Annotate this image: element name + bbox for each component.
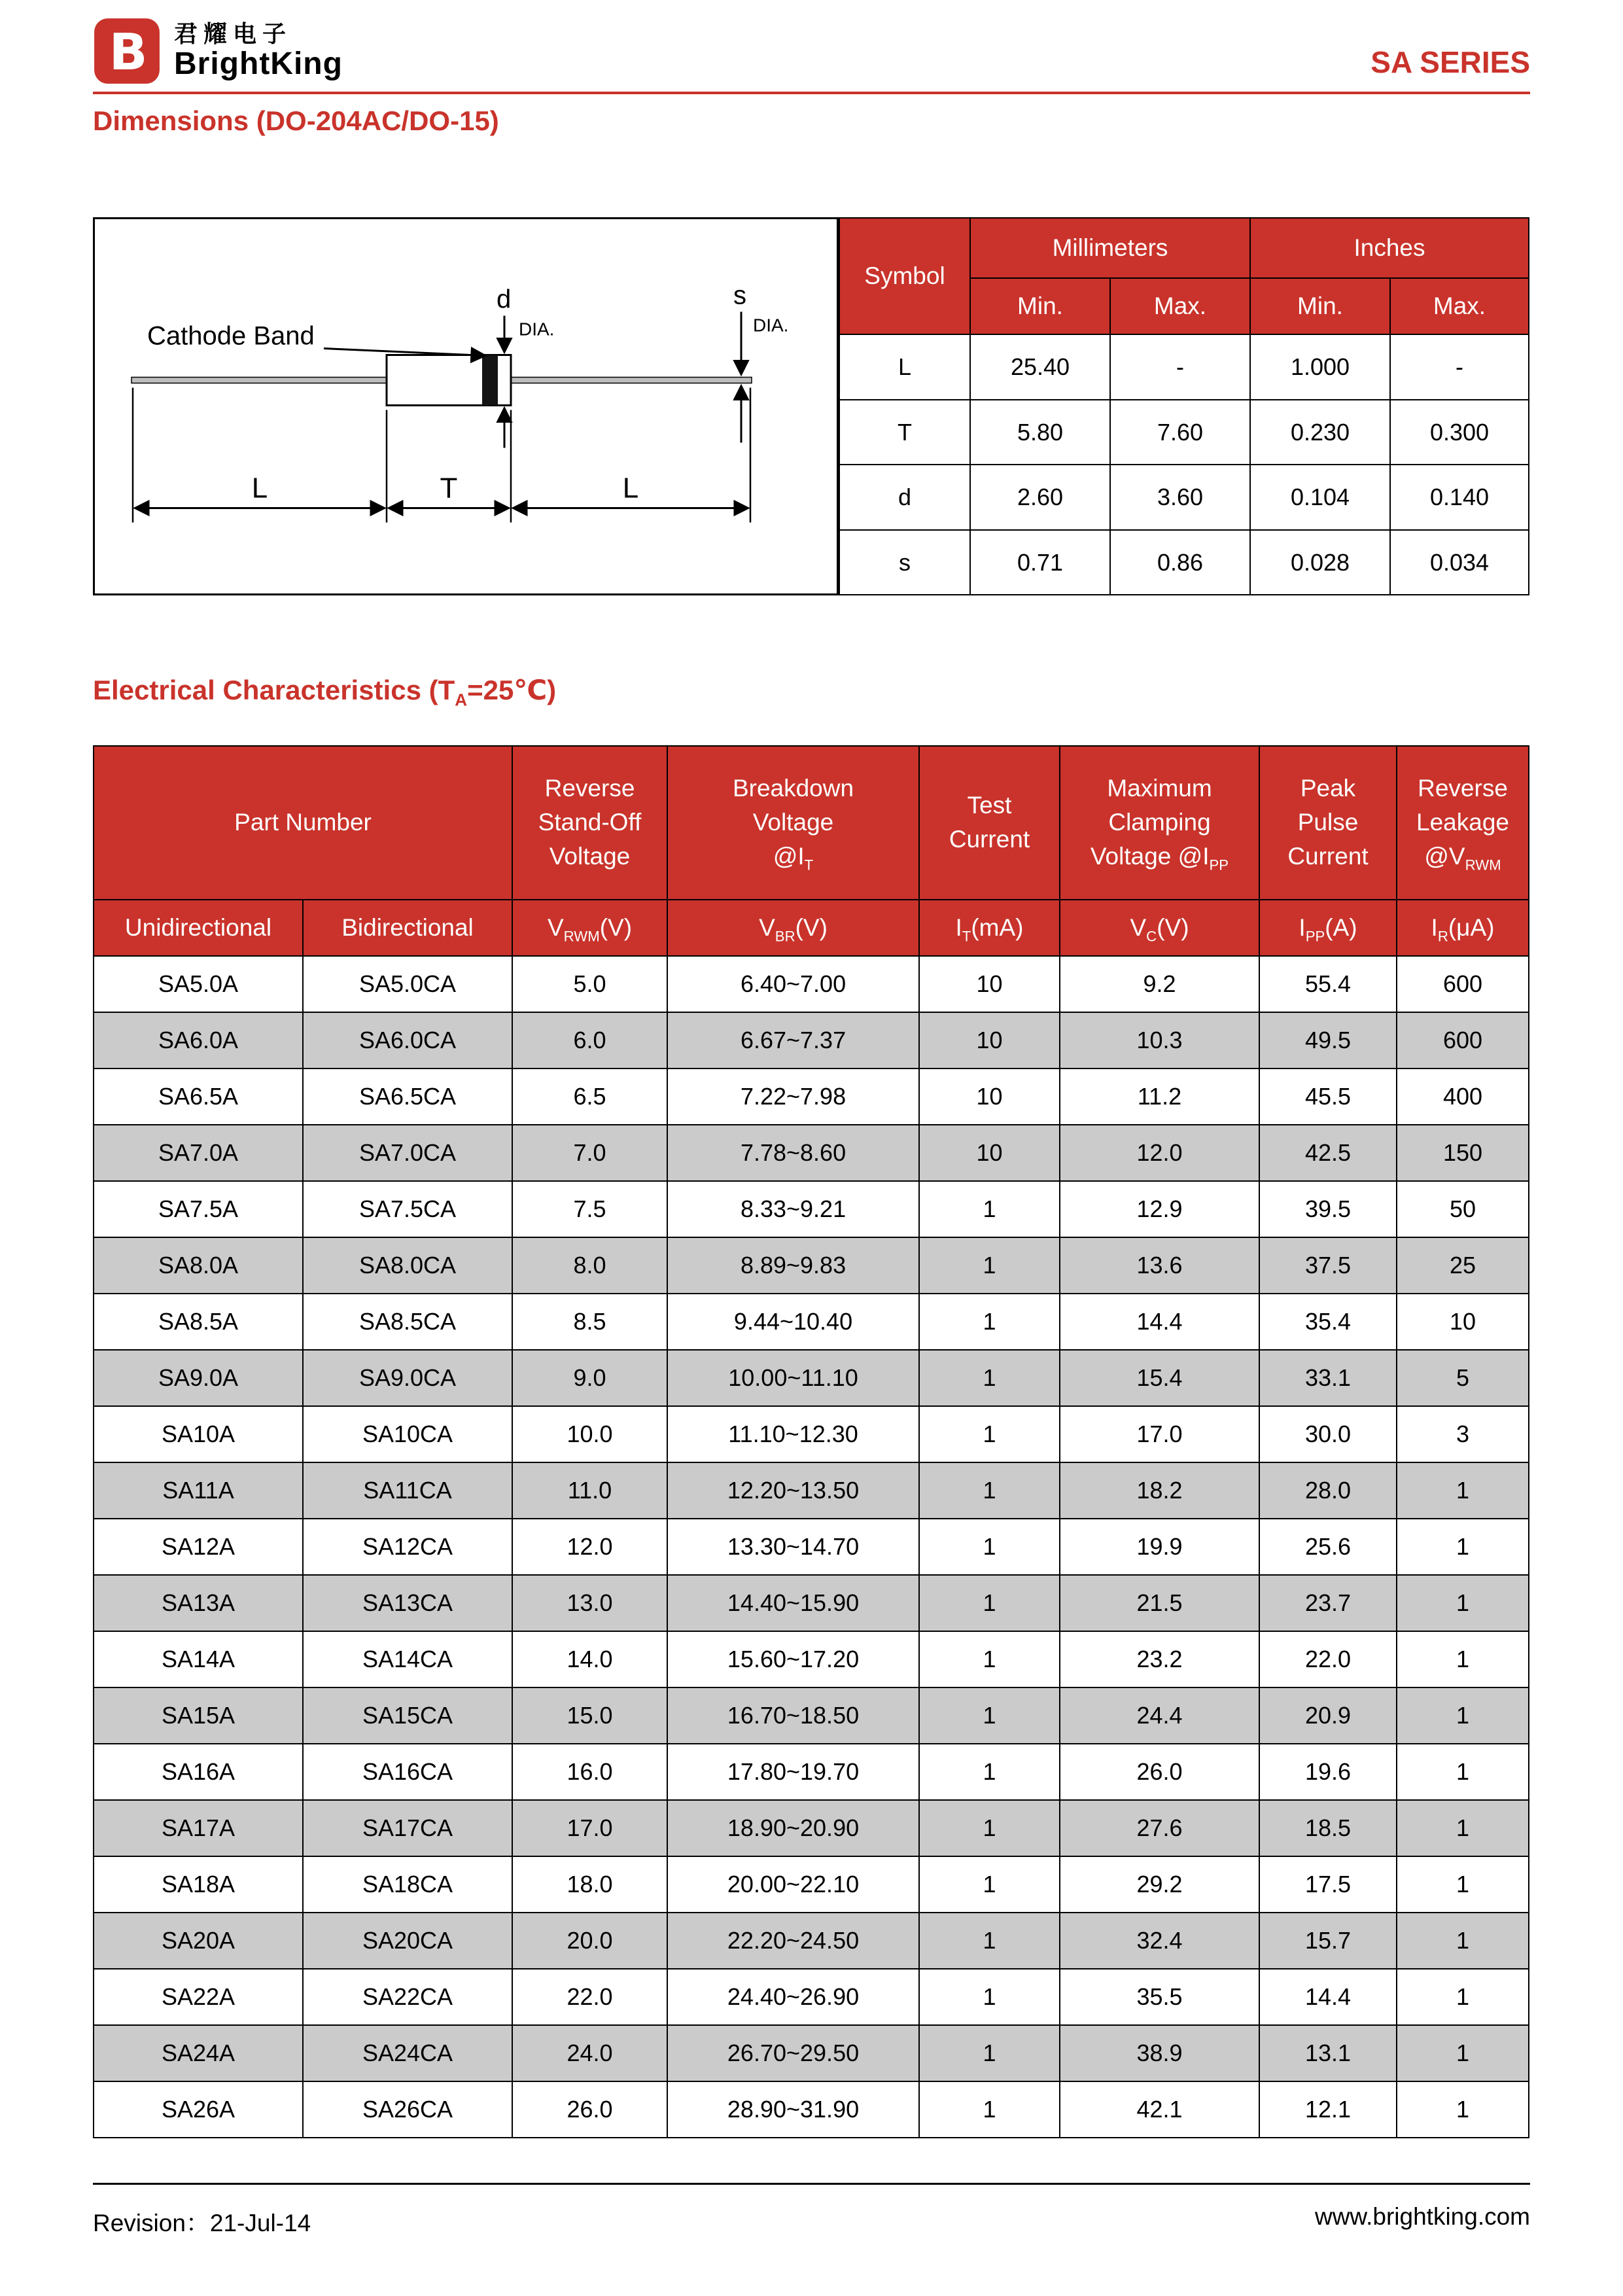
cell: SA5.0CA <box>303 956 512 1012</box>
cell: 50 <box>1397 1181 1529 1237</box>
cell: 18.2 <box>1060 1462 1259 1519</box>
cell: 18.0 <box>512 1856 667 1913</box>
cell: 1 <box>919 2081 1060 2138</box>
cell: SA8.0CA <box>303 1237 512 1294</box>
cell: 18.90~20.90 <box>667 1800 919 1856</box>
cell: 25.40 <box>970 334 1110 400</box>
header-divider <box>93 92 1530 94</box>
cell: 10.3 <box>1060 1012 1259 1069</box>
cell: SA14A <box>94 1631 303 1687</box>
brand-english-name: BrightKing <box>174 46 343 82</box>
cell: 0.86 <box>1110 530 1250 595</box>
s-dia-label: DIA. <box>753 315 789 336</box>
cell: 35.5 <box>1060 1969 1259 2025</box>
diode-outline-drawing <box>95 219 837 593</box>
cell: 1 <box>919 1687 1060 1744</box>
cell: 13.30~14.70 <box>667 1519 919 1575</box>
cell: 26.70~29.50 <box>667 2025 919 2081</box>
cell: 6.67~7.37 <box>667 1012 919 1069</box>
cell: 6.0 <box>512 1012 667 1069</box>
cell: 5.0 <box>512 956 667 1012</box>
cell: 1 <box>919 1181 1060 1237</box>
cell: 30.0 <box>1259 1406 1397 1462</box>
cell: 1 <box>919 1631 1060 1687</box>
cell: 1 <box>919 1294 1060 1350</box>
breakdown-voltage-header: Breakdown Voltage $@I_T$ <box>667 746 919 900</box>
cell: SA7.0CA <box>303 1125 512 1181</box>
cell: 10 <box>1397 1294 1529 1350</box>
cell: L <box>839 334 970 400</box>
cell: 1 <box>919 1800 1060 1856</box>
cell: 25 <box>1397 1237 1529 1294</box>
cathode-band <box>482 355 498 406</box>
bidirectional-header: Bidirectional <box>303 900 512 956</box>
cathode-band-label: Cathode Band <box>147 321 315 351</box>
cell: 15.60~17.20 <box>667 1631 919 1687</box>
cell: 28.0 <box>1259 1462 1397 1519</box>
cell: SA6.5A <box>94 1069 303 1125</box>
cell: SA5.0A <box>94 956 303 1012</box>
cell: 55.4 <box>1259 956 1397 1012</box>
cell: 1 <box>919 1969 1060 2025</box>
cell: 24.4 <box>1060 1687 1259 1744</box>
cell: SA16CA <box>303 1744 512 1800</box>
cell: 7.78~8.60 <box>667 1125 919 1181</box>
dims-header-row-1 <box>839 218 1529 278</box>
ec-table-row <box>94 956 1529 1012</box>
cell: - <box>1110 334 1250 400</box>
cell: 1 <box>919 1856 1060 1913</box>
cell: SA13A <box>94 1575 303 1631</box>
electrical-heading <box>93 674 1530 710</box>
cell: SA18CA <box>303 1856 512 1913</box>
cell: 17.0 <box>512 1800 667 1856</box>
cell: 9.44~10.40 <box>667 1294 919 1350</box>
ec-table-row <box>94 1125 1529 1181</box>
brightking-logo-icon <box>93 17 161 85</box>
brand-block <box>93 17 343 85</box>
brand-chinese-name: 君耀电子 <box>174 20 292 47</box>
cell: 8.5 <box>512 1294 667 1350</box>
ec-table-row <box>94 1294 1529 1350</box>
cell: 1 <box>919 1237 1060 1294</box>
cell: 3.60 <box>1110 465 1250 530</box>
cell: 28.90~31.90 <box>667 2081 919 2138</box>
cell: 9.2 <box>1060 956 1259 1012</box>
cell: 15.7 <box>1259 1913 1397 1969</box>
cell: SA6.0A <box>94 1012 303 1069</box>
cell: 1 <box>919 1406 1060 1462</box>
ipp-unit-header: $I_{PP}(A)$ <box>1259 900 1397 956</box>
cell: 0.034 <box>1390 530 1529 595</box>
revision-label: Revision：21-Jul-14 <box>93 2210 311 2236</box>
cell: 0.140 <box>1390 465 1529 530</box>
cell: SA8.5A <box>94 1294 303 1350</box>
cell: 5 <box>1397 1350 1529 1406</box>
ec-table-row <box>94 1800 1529 1856</box>
cell: SA7.5A <box>94 1181 303 1237</box>
cell: 20.00~22.10 <box>667 1856 919 1913</box>
part-number-header: Part Number <box>94 746 512 900</box>
cell: SA10CA <box>303 1406 512 1462</box>
electrical-heading-pre: Electrical Characteristics (T <box>93 675 455 706</box>
cell: SA20CA <box>303 1913 512 1969</box>
cell: SA10A <box>94 1406 303 1462</box>
cell: 17.0 <box>1060 1406 1259 1462</box>
reverse-standoff-header: Reverse Stand-Off Voltage <box>512 746 667 900</box>
cell: SA26CA <box>303 2081 512 2138</box>
reverse-leakage-header: Reverse Leakage $@V_{RWM}$ <box>1397 746 1529 900</box>
cell: 1 <box>1397 1913 1529 1969</box>
cell: 8.0 <box>512 1237 667 1294</box>
cell: 0.028 <box>1250 530 1390 595</box>
ec-table-row <box>94 1631 1529 1687</box>
cell: 1 <box>1397 1969 1529 2025</box>
ec-table-row <box>94 1406 1529 1462</box>
cell: 600 <box>1397 1012 1529 1069</box>
symbol-header: Symbol <box>839 218 970 334</box>
cell: 9.0 <box>512 1350 667 1406</box>
cell: SA22CA <box>303 1969 512 2025</box>
cell: 22.0 <box>512 1969 667 2025</box>
cell: 39.5 <box>1259 1181 1397 1237</box>
cell: 26.0 <box>512 2081 667 2138</box>
cell: SA15A <box>94 1687 303 1744</box>
cell: 6.40~7.00 <box>667 956 919 1012</box>
cell: 8.89~9.83 <box>667 1237 919 1294</box>
cell: 49.5 <box>1259 1012 1397 1069</box>
cell: 14.4 <box>1060 1294 1259 1350</box>
cell: 35.4 <box>1259 1294 1397 1350</box>
cell: - <box>1390 334 1529 400</box>
electrical-heading-post: =25℃) <box>467 675 557 706</box>
cell: SA20A <box>94 1913 303 1969</box>
ec-table-row <box>94 1237 1529 1294</box>
cell: 1 <box>1397 1687 1529 1744</box>
cell: 0.71 <box>970 530 1110 595</box>
cell: 11.0 <box>512 1462 667 1519</box>
cell: 23.2 <box>1060 1631 1259 1687</box>
cell: 7.5 <box>512 1181 667 1237</box>
cell: 400 <box>1397 1069 1529 1125</box>
cell: 22.0 <box>1259 1631 1397 1687</box>
ec-table-row <box>94 1350 1529 1406</box>
cell: 27.6 <box>1060 1800 1259 1856</box>
cell: 1 <box>1397 1744 1529 1800</box>
cell: SA8.0A <box>94 1237 303 1294</box>
dims-table-row <box>839 334 1529 400</box>
ec-table-row <box>94 2025 1529 2081</box>
dimensions-row <box>93 217 1530 595</box>
ir-unit-header: $I_R(\mu A)$ <box>1397 900 1529 956</box>
cell: 1.000 <box>1250 334 1390 400</box>
cell: 12.0 <box>1060 1125 1259 1181</box>
cell: 0.300 <box>1390 400 1529 465</box>
cell: 1 <box>1397 2081 1529 2138</box>
cell: SA24A <box>94 2025 303 2081</box>
cell: SA11CA <box>303 1462 512 1519</box>
unidirectional-header: Unidirectional <box>94 900 303 956</box>
cell: SA9.0A <box>94 1350 303 1406</box>
cell: 1 <box>919 1519 1060 1575</box>
cell: SA15CA <box>303 1687 512 1744</box>
cell: SA13CA <box>303 1575 512 1631</box>
cell: 13.0 <box>512 1575 667 1631</box>
mm-max-header: Max. <box>1110 278 1250 334</box>
ec-table-row <box>94 1913 1529 1969</box>
cell: 600 <box>1397 956 1529 1012</box>
ec-table-row <box>94 1462 1529 1519</box>
dimensions-heading: Dimensions (DO-204AC/DO-15) <box>93 105 499 136</box>
cell: 10 <box>919 1069 1060 1125</box>
cell: 12.1 <box>1259 2081 1397 2138</box>
cell: 14.4 <box>1259 1969 1397 2025</box>
cell: 33.1 <box>1259 1350 1397 1406</box>
ec-table-row <box>94 1012 1529 1069</box>
it-unit-header: $I_T(mA)$ <box>919 900 1060 956</box>
mm-min-header: Min. <box>970 278 1110 334</box>
page-header <box>93 17 1530 85</box>
electrical-table-body <box>94 956 1529 2138</box>
cell: 45.5 <box>1259 1069 1397 1125</box>
cell: 1 <box>919 1462 1060 1519</box>
ec-table-row <box>94 1744 1529 1800</box>
cell: 19.9 <box>1060 1519 1259 1575</box>
cell: SA22A <box>94 1969 303 2025</box>
ec-table-row <box>94 1069 1529 1125</box>
in-max-header: Max. <box>1390 278 1529 334</box>
ec-table-row <box>94 1575 1529 1631</box>
cell: 0.104 <box>1250 465 1390 530</box>
dims-table-row <box>839 400 1529 465</box>
millimeters-header: Millimeters <box>970 218 1250 278</box>
cell: 23.7 <box>1259 1575 1397 1631</box>
cell: 13.1 <box>1259 2025 1397 2081</box>
series-title: SA SERIES <box>1370 45 1530 79</box>
cell: 7.22~7.98 <box>667 1069 919 1125</box>
cell: SA16A <box>94 1744 303 1800</box>
ec-table-row <box>94 1181 1529 1237</box>
cell: SA17A <box>94 1800 303 1856</box>
cell: 15.0 <box>512 1687 667 1744</box>
cell: SA12CA <box>303 1519 512 1575</box>
d-dim-label: d <box>497 285 512 314</box>
cell: 16.0 <box>512 1744 667 1800</box>
cell: 10.0 <box>512 1406 667 1462</box>
cell: SA24CA <box>303 2025 512 2081</box>
cell: SA9.0CA <box>303 1350 512 1406</box>
cell: 1 <box>919 2025 1060 2081</box>
logo-letter: B <box>109 24 148 82</box>
cell: 25.6 <box>1259 1519 1397 1575</box>
cell: SA8.5CA <box>303 1294 512 1350</box>
cell: 20.9 <box>1259 1687 1397 1744</box>
electrical-heading-sub: A <box>455 690 468 710</box>
cell: T <box>839 400 970 465</box>
website-url: www.brightking.com <box>1314 2203 1530 2230</box>
cell: 13.6 <box>1060 1237 1259 1294</box>
vc-unit-header: $V_C(V)$ <box>1060 900 1259 956</box>
cell: 26.0 <box>1060 1744 1259 1800</box>
page-footer <box>93 2183 1530 2238</box>
cell: 17.80~19.70 <box>667 1744 919 1800</box>
cell: 29.2 <box>1060 1856 1259 1913</box>
ec-header-group-row <box>94 746 1529 900</box>
dimensions-table <box>839 217 1529 595</box>
test-current-header: Test Current <box>919 746 1060 900</box>
cell: SA12A <box>94 1519 303 1575</box>
dim-L-left-label: L <box>251 472 268 504</box>
cell: 1 <box>1397 1856 1529 1913</box>
cell: 11.10~12.30 <box>667 1406 919 1462</box>
cell: 1 <box>919 1575 1060 1631</box>
inches-header: Inches <box>1250 218 1529 278</box>
cell: 6.5 <box>512 1069 667 1125</box>
cell: SA26A <box>94 2081 303 2138</box>
cell: 15.4 <box>1060 1350 1259 1406</box>
cell: SA7.0A <box>94 1125 303 1181</box>
cell: 20.0 <box>512 1913 667 1969</box>
brand-text <box>174 20 343 82</box>
ec-table-row <box>94 1519 1529 1575</box>
dim-L-right-label: L <box>622 472 639 504</box>
ec-table-row <box>94 1856 1529 1913</box>
dims-table-row <box>839 530 1529 595</box>
cell: 1 <box>1397 1631 1529 1687</box>
cell: 10 <box>919 956 1060 1012</box>
cell: 14.0 <box>512 1631 667 1687</box>
dims-table-row <box>839 465 1529 530</box>
cell: 2.60 <box>970 465 1110 530</box>
s-dim-label: s <box>733 281 746 310</box>
cell: 11.2 <box>1060 1069 1259 1125</box>
vbr-unit-header: $V_{BR}(V)$ <box>667 900 919 956</box>
cell: 19.6 <box>1259 1744 1397 1800</box>
cell: SA17CA <box>303 1800 512 1856</box>
clamping-voltage-header: Maximum Clamping Voltage $@I_{PP}$ <box>1060 746 1259 900</box>
cell: 1 <box>1397 1462 1529 1519</box>
cell: 1 <box>1397 1519 1529 1575</box>
dimensions-table-body <box>839 334 1529 595</box>
footer-divider <box>93 2183 1530 2185</box>
cell: 1 <box>919 1350 1060 1406</box>
cell: 21.5 <box>1060 1575 1259 1631</box>
cell: 3 <box>1397 1406 1529 1462</box>
peak-pulse-header: Peak Pulse Current <box>1259 746 1397 900</box>
cell: 16.70~18.50 <box>667 1687 919 1744</box>
cell: 150 <box>1397 1125 1529 1181</box>
cell: 1 <box>919 1744 1060 1800</box>
ec-table-row <box>94 1969 1529 2025</box>
cell: 12.20~13.50 <box>667 1462 919 1519</box>
cell: 24.0 <box>512 2025 667 2081</box>
cell: SA11A <box>94 1462 303 1519</box>
ec-table-row <box>94 1687 1529 1744</box>
cell: SA6.0CA <box>303 1012 512 1069</box>
cell: 1 <box>1397 2025 1529 2081</box>
cell: 17.5 <box>1259 1856 1397 1913</box>
package-diagram-box <box>93 217 839 595</box>
cell: 1 <box>919 1913 1060 1969</box>
cell: 32.4 <box>1060 1913 1259 1969</box>
cell: 12.9 <box>1060 1181 1259 1237</box>
cell: 1 <box>1397 1575 1529 1631</box>
cell: SA7.5CA <box>303 1181 512 1237</box>
cell: 24.40~26.90 <box>667 1969 919 2025</box>
cell: 42.5 <box>1259 1125 1397 1181</box>
cell: 22.20~24.50 <box>667 1913 919 1969</box>
cell: 18.5 <box>1259 1800 1397 1856</box>
cell: 10 <box>919 1125 1060 1181</box>
cell: 7.60 <box>1110 400 1250 465</box>
ec-table-row <box>94 2081 1529 2138</box>
cell: 5.80 <box>970 400 1110 465</box>
cell: 10 <box>919 1012 1060 1069</box>
cell: 38.9 <box>1060 2025 1259 2081</box>
cell: SA6.5CA <box>303 1069 512 1125</box>
cell: 0.230 <box>1250 400 1390 465</box>
cell: s <box>839 530 970 595</box>
cell: 7.0 <box>512 1125 667 1181</box>
ec-header-unit-row <box>94 900 1529 956</box>
cell: 37.5 <box>1259 1237 1397 1294</box>
in-min-header: Min. <box>1250 278 1390 334</box>
cell: 1 <box>1397 1800 1529 1856</box>
cell: 8.33~9.21 <box>667 1181 919 1237</box>
cell: 10.00~11.10 <box>667 1350 919 1406</box>
vrwm-unit-header: $V_{RWM}(V)$ <box>512 900 667 956</box>
dim-T-label: T <box>440 472 458 504</box>
electrical-characteristics-table <box>93 745 1529 2138</box>
cell: 12.0 <box>512 1519 667 1575</box>
cell: 42.1 <box>1060 2081 1259 2138</box>
cell: SA14CA <box>303 1631 512 1687</box>
cell: SA18A <box>94 1856 303 1913</box>
cell: 14.40~15.90 <box>667 1575 919 1631</box>
d-dia-label: DIA. <box>519 319 555 340</box>
cell: d <box>839 465 970 530</box>
